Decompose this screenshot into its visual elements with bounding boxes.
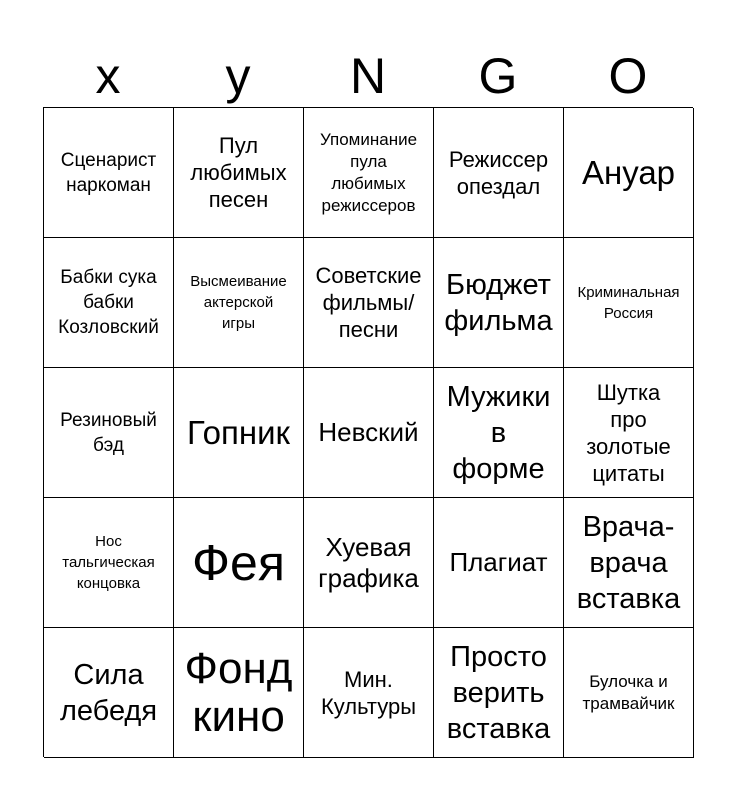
bingo-header xyxy=(43,44,693,108)
bingo-cell[interactable] xyxy=(174,498,304,628)
header-letter-5: O xyxy=(608,48,648,104)
bingo-cell-text: Нос тальгическая концовка xyxy=(62,533,155,592)
bingo-cell[interactable] xyxy=(434,238,564,368)
bingo-cell[interactable] xyxy=(174,368,304,498)
bingo-grid xyxy=(43,107,693,757)
bingo-cell[interactable] xyxy=(174,238,304,368)
bingo-cell-text: Резиновый бэд xyxy=(60,409,157,456)
bingo-cell[interactable] xyxy=(304,238,434,368)
header-letter-4: G xyxy=(478,48,518,104)
bingo-cell[interactable] xyxy=(304,368,434,498)
bingo-cell-text: Хуевая графика xyxy=(318,531,419,593)
bingo-cell[interactable] xyxy=(434,368,564,498)
bingo-cell[interactable] xyxy=(304,498,434,628)
bingo-cell-text: Бюджет фильма xyxy=(444,268,553,337)
bingo-cell-text: Гопник xyxy=(187,413,290,451)
bingo-cell-text: Пул любимых песен xyxy=(190,133,287,212)
bingo-cell[interactable] xyxy=(564,628,694,758)
bingo-cell-text: Шутка про золотые цитаты xyxy=(586,379,671,486)
bingo-cell-text: Сила лебедя xyxy=(59,658,158,727)
bingo-cell[interactable] xyxy=(564,498,694,628)
bingo-cell[interactable] xyxy=(44,628,174,758)
bingo-cell[interactable] xyxy=(304,628,434,758)
header-letter-1: x xyxy=(95,48,121,104)
bingo-cell-text: Высмеивание актерской игры xyxy=(190,273,287,332)
bingo-cell[interactable] xyxy=(44,368,174,498)
header-letter-3: N xyxy=(349,48,387,104)
bingo-cell-text: Мин. Культуры xyxy=(320,666,417,719)
bingo-cell[interactable] xyxy=(304,108,434,238)
bingo-cell[interactable] xyxy=(44,108,174,238)
bingo-cell[interactable] xyxy=(564,108,694,238)
bingo-cell-text: Советские фильмы/ песни xyxy=(315,263,422,342)
bingo-cell-text: Упоминание пула любимых режиссеров xyxy=(319,129,418,215)
header-letter-2: y xyxy=(225,48,251,104)
bingo-cell[interactable] xyxy=(434,498,564,628)
bingo-cell-text: Булочка и трамвайчик xyxy=(582,671,675,713)
bingo-cell[interactable] xyxy=(44,238,174,368)
bingo-cell[interactable] xyxy=(44,498,174,628)
bingo-cell-text: Криминальная Россия xyxy=(577,283,680,322)
bingo-cell[interactable] xyxy=(174,108,304,238)
bingo-cell-text: Плагиат xyxy=(449,547,548,577)
bingo-cell-text: Сценарист наркоман xyxy=(60,149,157,196)
bingo-cell-text: Фея xyxy=(192,534,285,591)
bingo-cell[interactable] xyxy=(434,628,564,758)
bingo-cell[interactable] xyxy=(564,238,694,368)
bingo-cell[interactable] xyxy=(564,368,694,498)
bingo-cell-text: Бабки сука бабки Козловский xyxy=(58,267,159,338)
bingo-cell-text: Врача- врача вставка xyxy=(576,510,681,615)
bingo-cell-text: Ануар xyxy=(581,153,676,191)
bingo-cell[interactable] xyxy=(434,108,564,238)
bingo-cell-text: Невский xyxy=(318,417,419,447)
bingo-cell-text: Фонд кино xyxy=(184,643,293,741)
bingo-cell[interactable] xyxy=(174,628,304,758)
bingo-cell-text: Просто верить вставка xyxy=(446,640,551,745)
bingo-cell-text: Мужики в форме xyxy=(446,380,551,485)
bingo-cell-text: Режиссер опездал xyxy=(448,146,549,199)
